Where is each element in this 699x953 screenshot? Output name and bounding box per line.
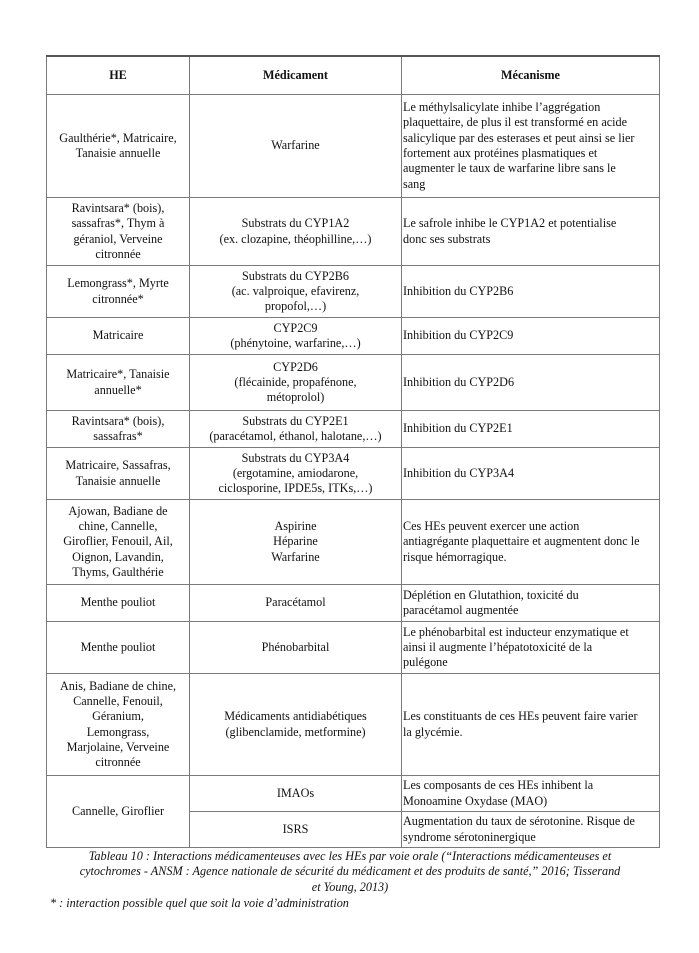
he-text: Cannelle, Giroflier (71, 803, 165, 818)
medicament-text: Médicaments antidiabétiques (glibenclamide, metformine) (224, 709, 367, 739)
medicament-cell (190, 500, 402, 585)
mecanisme-cell (402, 411, 660, 448)
he-cell (47, 198, 190, 266)
header-medicament: Médicament (190, 56, 402, 95)
medicament-text: Substrats du CYP2B6 (ac. valproique, efavirenz, propofol,…) (231, 268, 360, 314)
he-text: Ajowan, Badiane de chine, Cannelle, Giroflier, Fenouil, Ail, Oignon, Lavandin, Thyms, Gaulthérie (63, 503, 173, 579)
medicament-text: ISRS (282, 821, 309, 836)
medicament-cell (190, 622, 402, 674)
mecanisme-cell (402, 585, 660, 622)
table-row (47, 448, 660, 500)
medicament-cell (190, 448, 402, 500)
medicament-text: Substrats du CYP1A2 (ex. clozapine, théophilline,…) (219, 216, 372, 246)
mecanisme-text: Inhibition du CYP3A4 (403, 465, 515, 480)
mecanisme-cell (402, 776, 660, 812)
he-cell (47, 585, 190, 622)
mecanisme-text: Inhibition du CYP2B6 (403, 283, 514, 298)
medicament-cell (190, 95, 402, 198)
he-text: Ravintsara* (bois), sassafras*, Thym à géraniol, Verveine citronnée (71, 200, 165, 261)
he-cell (47, 318, 190, 355)
mecanisme-cell (402, 500, 660, 585)
table-row (47, 674, 660, 776)
medicament-text: IMAOs (276, 785, 315, 800)
mecanisme-cell (402, 812, 660, 848)
medicament-text: Paracétamol (265, 595, 326, 610)
footnote: * : interaction possible quel que soit la voie d’administration (50, 896, 349, 910)
mecanisme-text: Inhibition du CYP2C9 (403, 328, 514, 343)
medicament-cell (190, 585, 402, 622)
header-he: HE (47, 56, 190, 95)
medicament-cell (190, 266, 402, 318)
mecanisme-cell (402, 448, 660, 500)
mecanisme-text: Déplétion en Glutathion, toxicité du paracétamol augmentée (403, 587, 579, 617)
he-text: Matricaire*, Tanaisie annuelle* (66, 367, 170, 397)
medicament-cell (190, 812, 402, 848)
he-text: Anis, Badiane de chine, Cannelle, Fenouil, Géranium, Lemongrass, Marjolaine, Verveine citronnée (59, 678, 177, 770)
medicament-cell (190, 198, 402, 266)
mecanisme-text: Inhibition du CYP2D6 (403, 374, 515, 389)
table-row (47, 355, 660, 411)
he-text: Gaulthérie*, Matricaire, Tanaisie annuelle (59, 130, 177, 160)
mecanisme-cell (402, 266, 660, 318)
table-row (47, 266, 660, 318)
he-text: Menthe pouliot (80, 595, 156, 610)
mecanisme-text: Augmentation du taux de sérotonine. Risque de syndrome sérotoninergique (403, 814, 635, 844)
he-cell (47, 622, 190, 674)
he-text: Matricaire (92, 328, 144, 343)
mecanisme-text: Le méthylsalicylate inhibe l’aggrégation plaquettaire, de plus il est transformé en acide salicylique par des esterases et peut ainsi se lier fortement aux protéines plasmatiques et augmenter le taux de warfarine libre sans le sang (403, 100, 635, 191)
table-row (47, 585, 660, 622)
he-cell (47, 500, 190, 585)
medicament-text: CYP2C9 (phénytoine, warfarine,…) (230, 320, 361, 350)
mecanisme-text: Les constituants de ces HEs peuvent faire varier la glycémie. (403, 709, 638, 739)
medicament-text: Substrats du CYP2E1 (paracétamol, éthanol, halotane,…) (209, 413, 382, 443)
mecanisme-text: Inhibition du CYP2E1 (403, 421, 513, 436)
medicament-cell (190, 318, 402, 355)
table-row (47, 318, 660, 355)
table-row (47, 95, 660, 198)
mecanisme-cell (402, 198, 660, 266)
he-text: Ravintsara* (bois), sassafras* (71, 413, 165, 443)
table-row (47, 500, 660, 585)
medicament-cell (190, 355, 402, 411)
he-cell (47, 95, 190, 198)
medicament-cell (190, 776, 402, 812)
table-row (47, 622, 660, 674)
he-cell (47, 776, 190, 848)
medicament-text: Substrats du CYP3A4 (ergotamine, amiodarone, ciclosporine, IPDE5s, ITKs,…) (218, 450, 373, 496)
medicament-text: Phénobarbital (261, 639, 330, 654)
he-cell (47, 411, 190, 448)
mecanisme-text: Ces HEs peuvent exercer une action antiagrégante plaquettaire et augmentent donc le risque hémorragique. (403, 519, 640, 564)
mecanisme-cell (402, 674, 660, 776)
interactions-table (46, 55, 660, 848)
he-cell (47, 355, 190, 411)
medicament-text: Aspirine Héparine Warfarine (271, 519, 320, 564)
he-text: Lemongrass*, Myrte citronnée* (67, 276, 169, 306)
medicament-text: CYP2D6 (flécainide, propafénone, métoprolol) (234, 359, 357, 405)
mecanisme-text: Le phénobarbital est inducteur enzymatique et ainsi il augmente l’hépatotoxicité de la pulégone (403, 624, 629, 670)
table-row (47, 411, 660, 448)
table-row (47, 776, 660, 812)
header-mecanisme: Mécanisme (402, 56, 660, 95)
table-caption: Tableau 10 : Interactions médicamenteuses avec les HEs par voie orale (“Interactions médicamenteuses et cytochromes - ANSM : Agence nationale de sécurité du médicament et des produits de santé,” 2016; Tisserand et Young, 2013) (79, 849, 621, 894)
he-text: Matricaire, Sassafras, Tanaisie annuelle (65, 458, 171, 488)
mecanisme-cell (402, 95, 660, 198)
mecanisme-cell (402, 622, 660, 674)
table-header-row (47, 56, 660, 95)
mecanisme-text: Les composants de ces HEs inhibent la Monoamine Oxydase (MAO) (403, 778, 594, 808)
he-cell (47, 266, 190, 318)
he-text: Menthe pouliot (80, 639, 156, 654)
he-cell (47, 448, 190, 500)
mecanisme-cell (402, 355, 660, 411)
medicament-cell (190, 674, 402, 776)
medicament-cell (190, 411, 402, 448)
mecanisme-text: Le safrole inhibe le CYP1A2 et potentialise donc ses substrats (403, 216, 617, 246)
he-cell (47, 674, 190, 776)
mecanisme-cell (402, 318, 660, 355)
table-row (47, 198, 660, 266)
medicament-text: Warfarine (271, 138, 320, 153)
